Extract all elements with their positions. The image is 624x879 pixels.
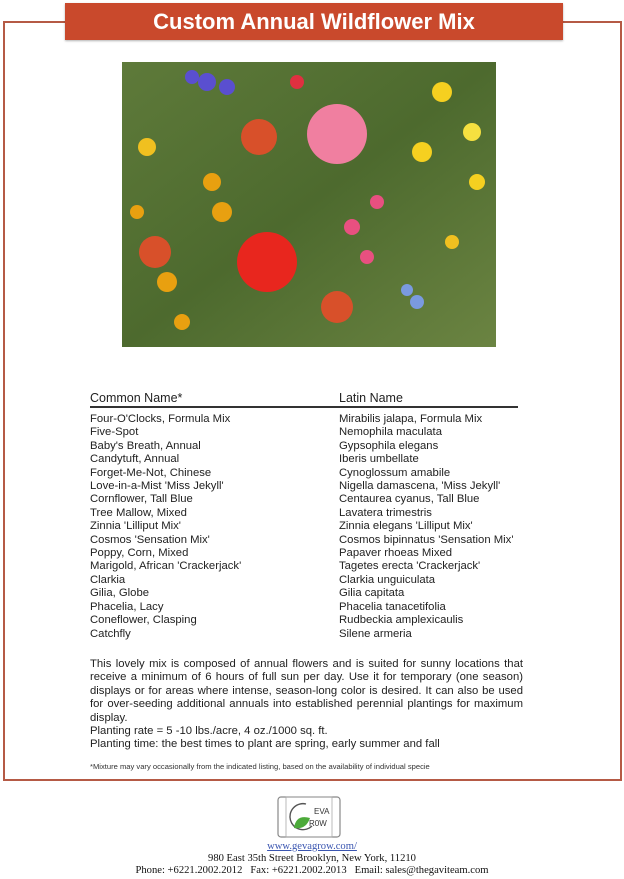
latin-name-cell: Gypsophila elegans bbox=[339, 439, 439, 452]
common-name-cell: Cosmos 'Sensation Mix' bbox=[90, 533, 210, 546]
common-name-cell: Marigold, African 'Crackerjack' bbox=[90, 560, 242, 573]
flower-mark bbox=[445, 235, 459, 249]
website-line bbox=[0, 841, 624, 852]
svg-text:R0W: R0W bbox=[309, 819, 327, 828]
latin-name-cell: Papaver rhoeas Mixed bbox=[339, 547, 453, 560]
description: This lovely mix is composed of annual flowers and is suited for sunny locations that receive a minimum of 6 hours of full sun per day. Use it for temporary (one season) displays or for areas where intense, season-long color is desired. It can also be used for over-seeding additional annuals into established perennial plantings for maximum display. bbox=[90, 658, 523, 724]
latin-name-cell: Nigella damascena, 'Miss Jekyll' bbox=[339, 480, 501, 493]
flower-mark bbox=[138, 138, 156, 156]
latin-name-cell: Cynoglossum amabile bbox=[339, 466, 451, 479]
page-title: Custom Annual Wildflower Mix bbox=[65, 3, 563, 40]
common-name-cell: Love-in-a-Mist 'Miss Jekyll' bbox=[90, 480, 224, 493]
flower-mark bbox=[412, 142, 432, 162]
common-name-cell: Clarkia bbox=[90, 573, 126, 586]
svg-text:EVA: EVA bbox=[314, 807, 330, 816]
footnote: *Mixture may vary occasionally from the indicated listing, based on the availability of individual specie bbox=[90, 762, 430, 771]
common-name-cell: Poppy, Corn, Mixed bbox=[90, 547, 189, 560]
flower-mark bbox=[307, 104, 367, 164]
flower-mark bbox=[410, 295, 424, 309]
latin-name-cell: Mirabilis jalapa, Formula Mix bbox=[339, 413, 483, 425]
flower-mark bbox=[469, 174, 485, 190]
geva-grow-logo bbox=[276, 796, 344, 838]
flower-mark bbox=[241, 119, 277, 155]
header-divider bbox=[90, 406, 518, 408]
flower-mark bbox=[130, 205, 144, 219]
flower-mark bbox=[198, 73, 216, 91]
common-name-column bbox=[90, 413, 241, 641]
common-name-cell: Gilia, Globe bbox=[90, 587, 150, 600]
address: 980 East 35th Street Brooklyn, New York, 11210 bbox=[208, 853, 416, 864]
common-name-cell: Forget-Me-Not, Chinese bbox=[90, 466, 212, 479]
latin-name-cell: Silene armeria bbox=[339, 627, 412, 640]
common-name-cell: Four-O'Clocks, Formula Mix bbox=[90, 413, 231, 425]
planting-time: Planting time: the best times to plant are spring, early summer and fall bbox=[90, 738, 440, 751]
flower-mark bbox=[344, 219, 360, 235]
column-header-latin: Latin Name bbox=[339, 391, 403, 405]
common-name-cell: Coneflower, Clasping bbox=[90, 614, 197, 627]
common-name-cell: Catchfly bbox=[90, 627, 131, 640]
common-name-cell: Zinnia 'Lilliput Mix' bbox=[90, 520, 181, 533]
latin-name-cell: Lavatera trimestris bbox=[339, 506, 432, 519]
latin-name-cell: Tagetes erecta 'Crackerjack' bbox=[339, 560, 481, 573]
flower-mark bbox=[174, 314, 190, 330]
flower-mark bbox=[185, 70, 199, 84]
common-name-cell: Five-Spot bbox=[90, 426, 139, 439]
latin-name-cell: Iberis umbellate bbox=[339, 453, 419, 466]
latin-name-cell: Zinnia elegans 'Lilliput Mix' bbox=[339, 520, 473, 533]
common-name-cell: Tree Mallow, Mixed bbox=[90, 506, 187, 519]
planting-rate: Planting rate = 5 -10 lbs./acre, 4 oz./1000 sq. ft. bbox=[90, 725, 328, 737]
common-name-cell: Phacelia, Lacy bbox=[90, 600, 164, 613]
latin-name-cell: Phacelia tanacetifolia bbox=[339, 600, 446, 613]
flower-mark bbox=[212, 202, 232, 222]
latin-name-cell: Clarkia unguiculata bbox=[339, 573, 436, 586]
website-link[interactable]: www.gevagrow.com/ bbox=[267, 841, 357, 852]
planting-info bbox=[90, 725, 440, 752]
flower-mark bbox=[290, 75, 304, 89]
flower-mark bbox=[321, 291, 353, 323]
latin-name-cell: Gilia capitata bbox=[339, 587, 405, 600]
flower-mark bbox=[203, 173, 221, 191]
latin-name-cell: Cosmos bipinnatus 'Sensation Mix' bbox=[339, 533, 514, 546]
wildflower-photo bbox=[122, 62, 496, 347]
flower-mark bbox=[463, 123, 481, 141]
common-name-cell: Cornflower, Tall Blue bbox=[90, 493, 193, 506]
flower-mark bbox=[360, 250, 374, 264]
flower-mark bbox=[432, 82, 452, 102]
flower-mark bbox=[370, 195, 384, 209]
contact-info: Phone: +6221.2002.2012 Fax: +6221.2002.2013 Email: sales@thegaviteam.com bbox=[135, 865, 489, 876]
column-header-common: Common Name* bbox=[90, 391, 183, 405]
common-name-cell: Baby's Breath, Annual bbox=[90, 439, 201, 452]
flower-mark bbox=[219, 79, 235, 95]
latin-name-cell: Rudbeckia amplexicaulis bbox=[339, 614, 464, 627]
flower-mark bbox=[139, 236, 171, 268]
latin-name-cell: Nemophila maculata bbox=[339, 426, 442, 439]
flower-mark bbox=[401, 284, 413, 296]
latin-name-cell: Centaurea cyanus, Tall Blue bbox=[339, 493, 480, 506]
latin-name-column bbox=[339, 413, 513, 641]
flower-mark bbox=[157, 272, 177, 292]
flower-mark bbox=[237, 232, 297, 292]
common-name-cell: Candytuft, Annual bbox=[90, 453, 180, 466]
